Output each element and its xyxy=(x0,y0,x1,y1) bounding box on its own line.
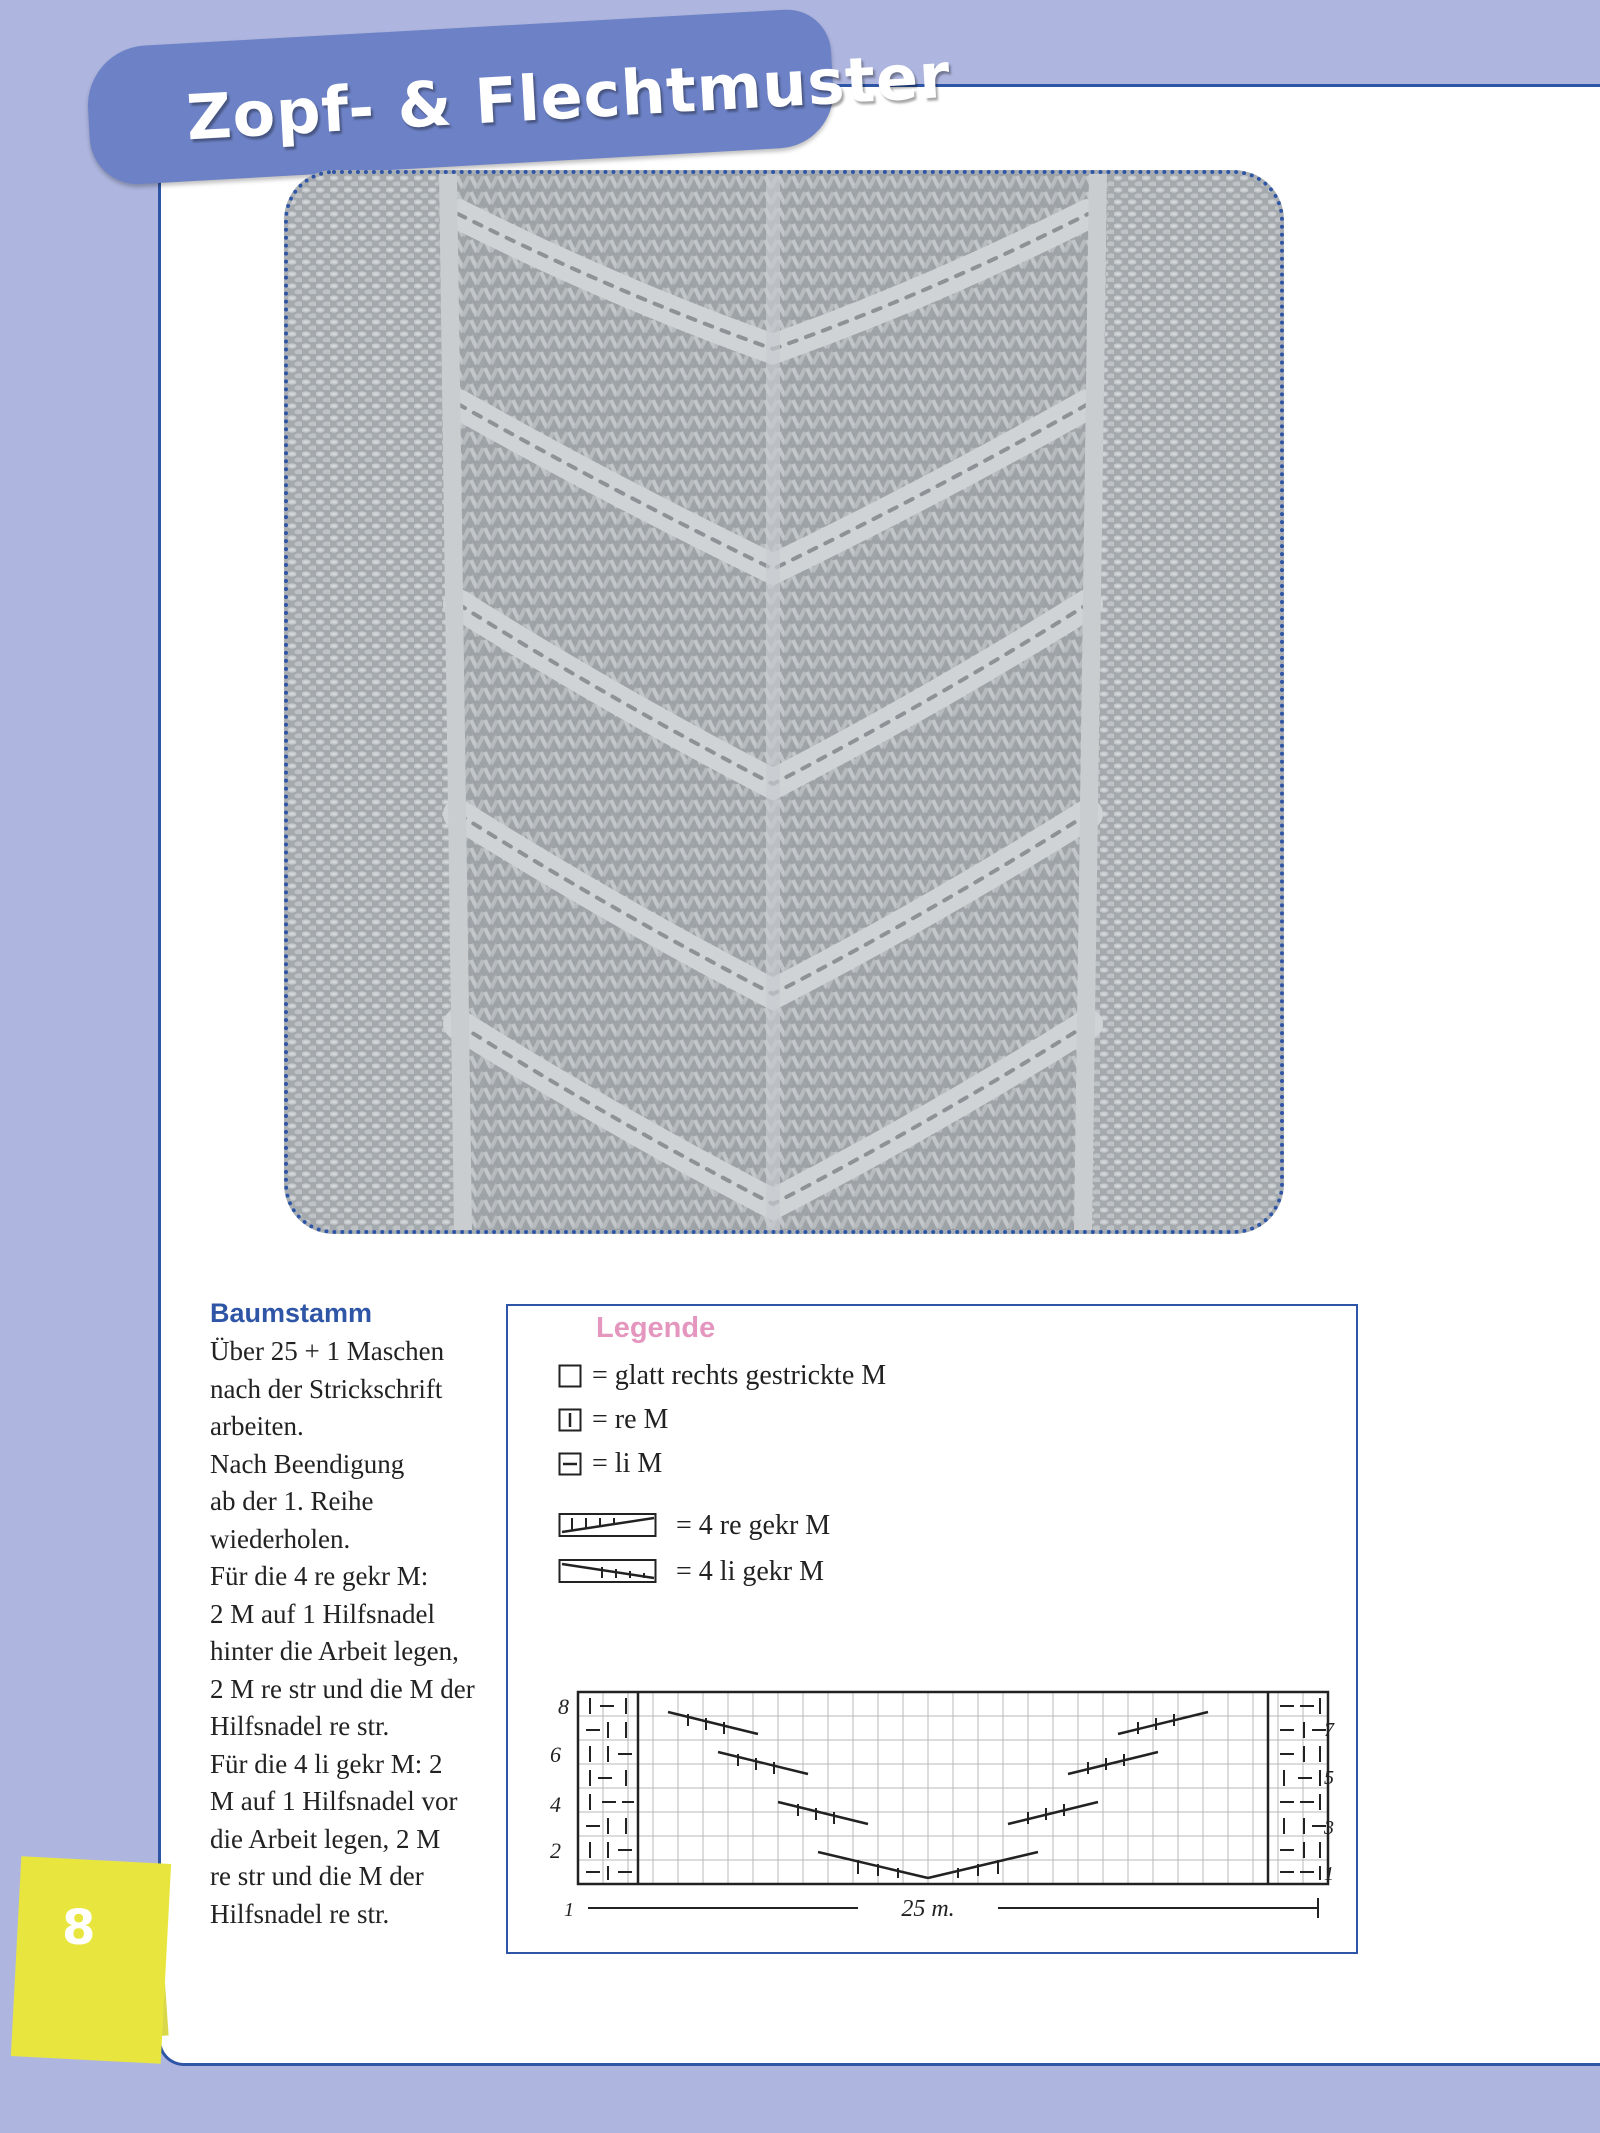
row-label: 5 xyxy=(1324,1767,1334,1789)
swatch-photo xyxy=(284,170,1284,1234)
instruction-line: Über 25 + 1 Maschen xyxy=(210,1336,445,1366)
legend-box xyxy=(506,1304,1358,1954)
legend-item-text: = li M xyxy=(592,1448,663,1479)
page-tab xyxy=(11,1856,171,2064)
row-label: 8 xyxy=(558,1694,569,1719)
instruction-line: arbeiten. xyxy=(210,1411,304,1441)
instructions xyxy=(210,1298,510,1933)
knit-stitch-icon xyxy=(558,1408,582,1432)
row-label: 1 xyxy=(1324,1863,1334,1885)
right-cross-cable-icon xyxy=(558,1512,658,1538)
row-label: 3 xyxy=(1324,1817,1334,1839)
knitted-swatch-image xyxy=(284,170,1284,1234)
legend-item-text: = glatt rechts gestrickte M xyxy=(592,1360,887,1391)
left-cross-cable-icon xyxy=(558,1558,658,1584)
instruction-line: Nach Beendigung xyxy=(210,1448,405,1479)
legend-item-text: = 4 li gekr M xyxy=(676,1556,824,1587)
page-title: Zopf- & Flechtmuster xyxy=(184,38,953,155)
row-label: 4 xyxy=(550,1792,561,1817)
chart-start-label: 1 xyxy=(564,1899,574,1921)
row-label: 6 xyxy=(550,1742,561,1767)
knitting-chart xyxy=(528,1662,1338,1932)
purl-stitch-icon xyxy=(558,1452,582,1476)
instruction-line: Hilfsnadel re str. xyxy=(210,1711,390,1741)
row-label: 2 xyxy=(550,1838,561,1863)
pattern-name: Baumstamm xyxy=(210,1298,373,1328)
instruction-line: wiederholen. xyxy=(210,1523,351,1554)
instruction-line: 2 M auf 1 Hilfsnadel xyxy=(210,1598,435,1629)
instruction-line: Für die 4 li gekr M: 2 xyxy=(210,1748,443,1779)
instruction-line: Für die 4 re gekr M: xyxy=(210,1561,429,1591)
instruction-line: nach der Strickschrift xyxy=(210,1373,443,1404)
legend-title: Legende xyxy=(596,1312,716,1344)
chart-count-label: 25 m. xyxy=(901,1896,955,1922)
instruction-line: die Arbeit legen, 2 M xyxy=(210,1823,441,1854)
empty-square-icon xyxy=(558,1364,582,1388)
legend-item-text: = 4 re gekr M xyxy=(676,1510,831,1541)
page-number: 8 xyxy=(62,1900,96,1956)
instruction-line: ab der 1. Reihe xyxy=(210,1486,374,1516)
instruction-line: 2 M re str und die M der xyxy=(210,1673,475,1704)
instruction-line: re str und die M der xyxy=(210,1861,424,1891)
instruction-line: M auf 1 Hilfsnadel vor xyxy=(210,1786,458,1816)
legend-item-text: = re M xyxy=(592,1404,669,1435)
instruction-line: hinter die Arbeit legen, xyxy=(210,1636,459,1666)
row-label: 7 xyxy=(1324,1719,1334,1741)
instruction-line: Hilfsnadel re str. xyxy=(210,1898,390,1929)
